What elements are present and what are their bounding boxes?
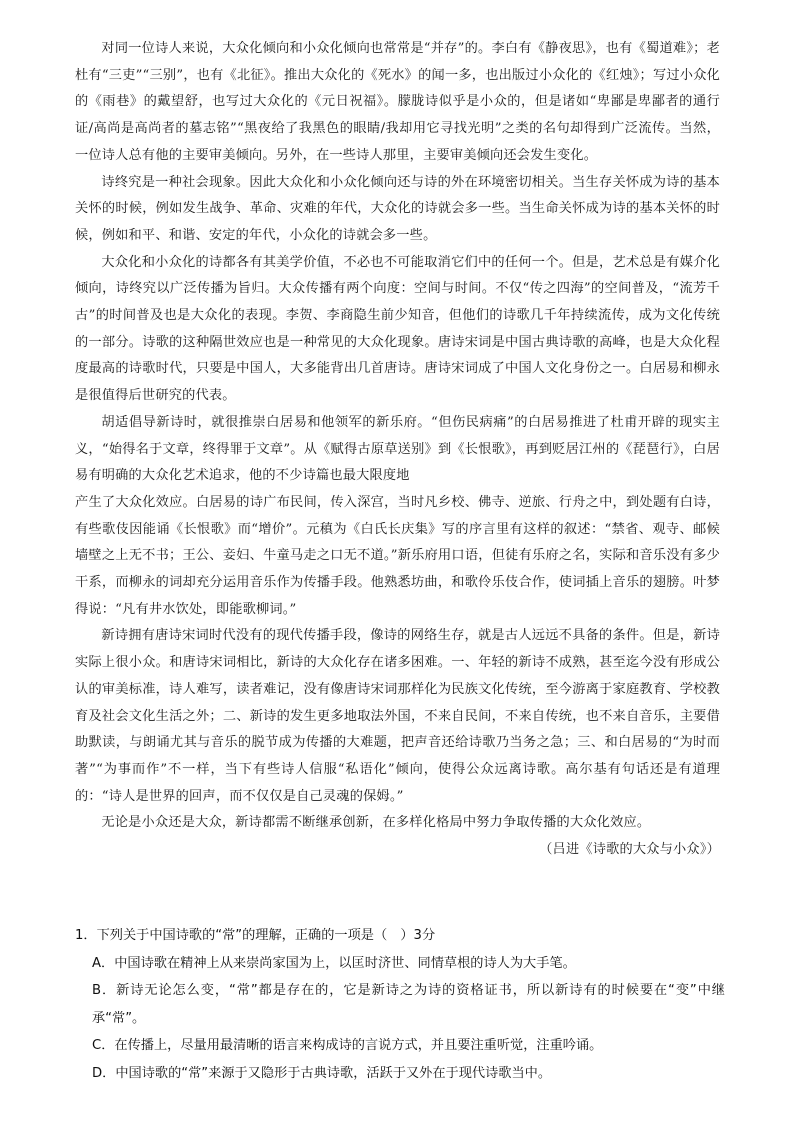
question-1 — [75, 922, 725, 1088]
article-paragraph: 新诗拥有唐诗宋词时代没有的现代传播手段，像诗的网络生存，就是古人远远不具备的条件。但是，新诗实际上很小众。和唐诗宋词相比，新诗的大众化存在诸多困难。一、年轻的新诗不成熟，甚至迄今没有形成公认的审美标准，诗人难写，读者难记，没有像唐诗宋词那样化为民族文化传统，至今游离于家庭教育、学校教育及社会文化生活之外；二、新诗的发生更多地取法外国，不来自民间，不来自传统，也不来自音乐，主要借助默读，与朗诵尤其与音乐的脱节成为传播的大难题，把声音还给诗歌乃当务之急；三、和白居易的“为时而著”“为事而作”不一样，当下有些诗人信服“私语化”倾向，使得公众远离诗歌。高尔基有句话还是有道理的：“诗人是世界的回声，而不仅仅是自己灵魂的保姆。” — [75, 628, 720, 804]
article-paragraph: 胡适倡导新诗时，就很推崇白居易和他领军的新乐府。“但伤民病痛”的白居易推进了杜甫开辟的现实主义，“始得名于文章，终得罪于文章”。从《赋得古原草送别》到《长恨歌》，再到贬居江州的《琵琶行》，白居易有明确的大众化艺术追求，他的不少诗篇也最大限度地 — [75, 414, 720, 484]
article-paragraph-continued: 产生了大众化效应。白居易的诗广布民间，传入深宫，当时凡乡校、佛寺、逆旅、行舟之中，到处题有白诗，有些歌伎因能诵《长恨歌》而“增价”。元稹为《白氏长庆集》写的序言里有这样的叙述：“禁省、观寺、邮候墙壁之上无不书；王公、妾妇、牛童马走之口无不道。”新乐府用口语，但徒有乐府之名，实际和音乐没有多少干系，而柳永的词却充分运用音乐作为传播手段。他熟悉坊曲，和歌伶乐伎合作，使词插上音乐的翅膀。叶梦得说：“凡有井水饮处，即能歌柳词。” — [75, 494, 720, 617]
question-option-b[interactable]: B．新诗无论怎么变，“常”都是存在的，它是新诗之为诗的资格证书，所以新诗有的时候要在“变”中继承“常”。 — [92, 983, 725, 1026]
question-stem: 1．下列关于中国诗歌的“常”的理解，正确的一项是（ ）3分 — [75, 928, 436, 943]
article-source: （吕进《诗歌的大众与小众》） — [539, 842, 720, 858]
article-body — [75, 36, 720, 864]
question-option-a[interactable]: A．中国诗歌在精神上从来崇尚家国为上，以匡时济世、同情草根的诗人为大手笔。 — [92, 955, 576, 971]
article-paragraph: 诗终究是一种社会现象。因此大众化和小众化倾向还与诗的外在环境密切相关。当生存关怀成为诗的基本关怀的时候，例如发生战争、革命、灾难的年代，大众化的诗就会多一些。当生命关怀成为诗的基本关怀的时候，例如和平、和谐、安定的年代，小众化的诗就会多一些。 — [75, 174, 720, 243]
article-paragraph: 无论是小众还是大众，新诗都需不断继承创新，在多样化格局中努力争取传播的大众化效应。 — [101, 815, 651, 831]
article-paragraph: 大众化和小众化的诗都各有其美学价值，不必也不可能取消它们中的任何一个。但是，艺术总是有媒介化倾向，诗终究以广泛传播为旨归。大众传播有两个向度：空间与时间。不仅“传之四海”的空间普及，“流芳千古”的时间普及也是大众化的表现。李贺、李商隐生前少知音，但他们的诗歌几千年持续流传，成为文化传统的一部分。诗歌的这种隔世效应也是一种常见的大众化现象。唐诗宋词是中国古典诗歌的高峰，也是大众化程度最高的诗歌时代，只要是中国人，大多能背出几首唐诗。唐诗宋词成了中国人文化身份之一。白居易和柳永是很值得后世研究的代表。 — [75, 254, 720, 404]
question-option-c[interactable]: C．在传播上，尽量用最清晰的语言来构成诗的言说方式，并且要注重听觉，注重吟诵。 — [92, 1038, 603, 1054]
question-option-d[interactable]: D．中国诗歌的“常”来源于又隐形于古典诗歌，活跃于又外在于现代诗歌当中。 — [92, 1065, 552, 1081]
article-paragraph: 对同一位诗人来说，大众化倾向和小众化倾向也常常是“并存”的。李白有《静夜思》，也有《蜀道难》；老杜有“三吏”“三别”，也有《北征》。推出大众化的《死水》的闻一多，也出版过小众化的《红烛》；写过小众化的《雨巷》的戴望舒，也写过大众化的《元日祝福》。朦胧诗似乎是小众的，但是诸如“卑鄙是卑鄙者的通行证/高尚是高尚者的墓志铭”“黑夜给了我黑色的眼睛/我却用它寻找光明”之类的名句却得到广泛流传。当然，一位诗人总有他的主要审美倾向。另外，在一些诗人那里，主要审美倾向还会发生变化。 — [75, 41, 720, 163]
